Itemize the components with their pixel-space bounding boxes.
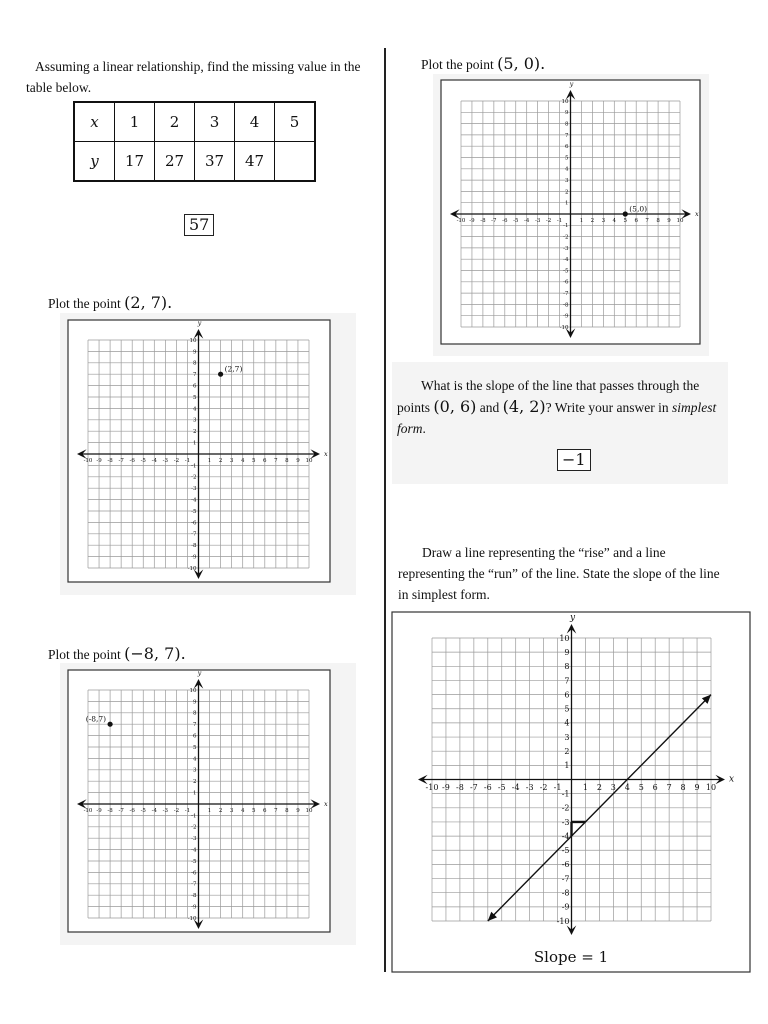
y-tick-label: -2 xyxy=(191,824,197,831)
x-tick-label: 1 xyxy=(579,218,584,224)
question-text: What is the slope of the line that passes through the points xyxy=(397,378,700,415)
x-tick-label: -3 xyxy=(162,458,169,464)
y-tick-label: -5 xyxy=(561,846,570,856)
y-tick-label: -3 xyxy=(561,817,570,827)
x-tick-label: -10 xyxy=(425,783,439,792)
x-tick-label: 7 xyxy=(645,218,649,224)
y-tick-label: -7 xyxy=(561,874,570,884)
x-tick-label: 10 xyxy=(305,808,313,814)
point-label: (5,0) xyxy=(629,204,648,214)
y-tick-label: 3 xyxy=(564,732,570,742)
x-tick-label: 3 xyxy=(601,218,606,224)
x-tick-label: -1 xyxy=(553,783,562,792)
x-tick-label: -1 xyxy=(184,808,191,814)
y-tick-label: 5 xyxy=(193,744,197,751)
y-tick-label: 7 xyxy=(564,676,570,686)
problem-3-text xyxy=(48,643,186,665)
x-tick-label: 6 xyxy=(652,783,658,792)
plot-prompt: Plot the point xyxy=(48,296,121,311)
x-tick-label: 1 xyxy=(582,783,588,792)
y-tick-label: 2 xyxy=(193,429,197,436)
x-tick-label: 10 xyxy=(705,783,717,792)
x-tick-label: 9 xyxy=(694,783,700,792)
table-row-y xyxy=(74,142,315,182)
x-tick-label: -10 xyxy=(83,458,93,464)
point-a: (0, 6) xyxy=(433,397,477,416)
y-tick-label: 10 xyxy=(561,98,569,105)
problem-4-text xyxy=(421,53,545,75)
x-tick-label: -2 xyxy=(173,458,180,464)
y-tick-label: 8 xyxy=(564,662,570,672)
y-tick-label: -4 xyxy=(191,497,197,504)
x-tick-label: -3 xyxy=(162,808,169,814)
answer-box-5[interactable]: −1 xyxy=(557,449,591,471)
x-tick-label: 8 xyxy=(285,458,289,464)
x-tick-label: -7 xyxy=(491,218,497,224)
x-tick-label: 3 xyxy=(610,783,616,792)
x-tick-label: -7 xyxy=(469,783,478,792)
x-tick-label: -6 xyxy=(483,783,492,792)
x-tick-label: -9 xyxy=(442,783,450,792)
y-tick-label: -8 xyxy=(191,893,197,900)
graph-slope-line[interactable] xyxy=(392,612,750,972)
x-tick-label: 5 xyxy=(252,458,256,464)
x-axis-label: x xyxy=(324,450,328,458)
y-tick-label: -9 xyxy=(561,902,570,912)
point-coords: (−8, 7). xyxy=(124,644,186,663)
x-tick-label: -5 xyxy=(140,808,146,814)
x-tick-label: -1 xyxy=(184,458,191,464)
y-tick-label: -5 xyxy=(563,268,569,275)
x-tick-label: -4 xyxy=(151,808,157,814)
y-tick-label: -6 xyxy=(563,279,569,286)
x-tick-label: 9 xyxy=(667,218,671,224)
y-tick-label: 6 xyxy=(565,144,569,151)
plotted-point xyxy=(108,722,113,727)
y-tick-label: 1 xyxy=(193,440,197,447)
y-tick-label: -4 xyxy=(561,831,570,841)
x-tick-label: -5 xyxy=(497,783,506,792)
column-divider xyxy=(384,48,386,972)
y-tick-label: -3 xyxy=(563,245,569,252)
y-tick-label: 9 xyxy=(193,699,197,706)
table-cell: 17 xyxy=(115,142,155,182)
y-tick-label: -6 xyxy=(191,520,197,527)
emphasis-text: simplest form xyxy=(397,400,717,436)
x-tick-label: -8 xyxy=(480,218,486,224)
x-tick-label: -9 xyxy=(96,808,102,814)
y-tick-label: 7 xyxy=(193,722,197,729)
y-tick-label: -7 xyxy=(563,291,569,298)
y-tick-label: 3 xyxy=(193,417,197,424)
x-tick-label: -4 xyxy=(524,218,530,224)
y-tick-label: 7 xyxy=(565,132,569,139)
y-tick-label: 1 xyxy=(193,790,197,797)
x-tick-label: 2 xyxy=(218,808,223,814)
y-tick-label: 4 xyxy=(193,406,197,413)
y-tick-label: -8 xyxy=(563,302,569,309)
x-tick-label: -5 xyxy=(513,218,519,224)
y-tick-label: -7 xyxy=(191,531,197,538)
y-tick-label: -5 xyxy=(191,508,197,515)
y-axis-label: y xyxy=(197,319,202,327)
x-tick-label: 2 xyxy=(218,458,223,464)
point-label: (-8,7) xyxy=(85,714,107,724)
plot-prompt: Plot the point xyxy=(48,647,121,662)
y-tick-label: 6 xyxy=(193,383,197,390)
y-tick-label: 7 xyxy=(193,372,197,379)
y-tick-label: 6 xyxy=(564,690,570,700)
x-tick-label: -1 xyxy=(556,218,563,224)
y-tick-label: 9 xyxy=(564,647,570,657)
y-tick-label: 1 xyxy=(564,761,570,771)
x-tick-label: -6 xyxy=(129,458,135,464)
y-tick-label: 9 xyxy=(565,110,569,117)
table-cell: 3 xyxy=(195,102,235,142)
table-cell: 47 xyxy=(235,142,275,182)
x-tick-label: 7 xyxy=(274,808,278,814)
x-tick-label: 6 xyxy=(263,808,267,814)
x-axis-label: x xyxy=(324,800,328,808)
x-tick-label: 8 xyxy=(656,218,660,224)
x-tick-label: 1 xyxy=(207,458,212,464)
x-tick-label: 6 xyxy=(263,458,267,464)
y-tick-label: -4 xyxy=(563,257,569,264)
y-axis-label: y xyxy=(569,613,576,623)
y-tick-label: 4 xyxy=(565,166,569,173)
y-tick-label: 3 xyxy=(565,178,569,185)
y-tick-label: -7 xyxy=(191,881,197,888)
x-tick-label: 7 xyxy=(274,458,278,464)
x-tick-label: -2 xyxy=(173,808,180,814)
x-tick-label: 7 xyxy=(666,783,672,792)
answer-box-1[interactable]: 57 xyxy=(184,214,214,236)
x-tick-label: -3 xyxy=(525,783,534,792)
y-tick-label: 10 xyxy=(559,633,570,643)
x-tick-label: 5 xyxy=(623,218,627,224)
y-tick-label: -10 xyxy=(187,915,197,922)
x-tick-label: 4 xyxy=(624,783,630,792)
y-tick-label: -2 xyxy=(561,803,570,813)
y-tick-label: 10 xyxy=(189,337,197,344)
y-tick-label: 5 xyxy=(564,704,570,714)
x-tick-label: -5 xyxy=(140,458,146,464)
x-tick-label: 8 xyxy=(285,808,289,814)
x-axis-label: x xyxy=(729,774,735,785)
y-tick-label: -8 xyxy=(191,543,197,550)
y-tick-label: 8 xyxy=(565,121,569,128)
y-tick-label: 5 xyxy=(193,394,197,401)
y-tick-label: -10 xyxy=(559,324,569,331)
y-label-cell: y xyxy=(74,142,115,182)
y-tick-label: -9 xyxy=(563,313,569,320)
x-tick-label: 2 xyxy=(590,218,595,224)
x-tick-label: 9 xyxy=(296,808,300,814)
question-text: and xyxy=(479,400,500,415)
point-coords: (5, 0). xyxy=(497,54,546,73)
plot-prompt: Plot the point xyxy=(421,57,494,72)
x-tick-label: -2 xyxy=(539,783,548,792)
table-cell: 37 xyxy=(195,142,235,182)
y-tick-label: 8 xyxy=(193,710,197,717)
y-tick-label: 9 xyxy=(193,349,197,356)
question-text: ? Write your answer in xyxy=(545,400,669,415)
x-tick-label: 4 xyxy=(612,218,617,224)
plotted-point xyxy=(623,211,628,216)
table-cell: 27 xyxy=(155,142,195,182)
y-tick-label: -9 xyxy=(191,904,197,911)
question-text: . xyxy=(422,421,426,436)
x-tick-label: 3 xyxy=(229,808,234,814)
x-tick-label: 8 xyxy=(680,783,686,792)
x-tick-label: -6 xyxy=(129,808,135,814)
x-tick-label: -7 xyxy=(118,808,124,814)
point-b: (4, 2) xyxy=(502,397,546,416)
y-tick-label: 8 xyxy=(193,360,197,367)
y-tick-label: 6 xyxy=(193,733,197,740)
problem-1-text: Assuming a linear relationship, find the missing value in the table below. xyxy=(26,59,361,95)
problem-2-text xyxy=(48,292,172,314)
graph-plot-2-7[interactable] xyxy=(68,320,330,582)
y-tick-label: 2 xyxy=(564,747,570,756)
table-cell: 4 xyxy=(235,102,275,142)
y-tick-label: 2 xyxy=(193,779,197,786)
y-tick-label: -3 xyxy=(191,486,197,493)
y-tick-label: -5 xyxy=(191,858,197,865)
x-tick-label: -4 xyxy=(511,783,520,792)
x-tick-label: 4 xyxy=(240,458,245,464)
x-tick-label: -6 xyxy=(502,218,508,224)
table-cell: 1 xyxy=(115,102,155,142)
y-tick-label: 1 xyxy=(565,200,569,207)
y-tick-label: -10 xyxy=(187,565,197,572)
y-tick-label: -4 xyxy=(191,847,197,854)
x-tick-label: 9 xyxy=(296,458,300,464)
x-tick-label: 5 xyxy=(252,808,256,814)
slope-answer: Slope = 1 xyxy=(533,948,609,966)
x-tick-label: -8 xyxy=(456,783,464,792)
y-tick-label: -2 xyxy=(191,474,197,481)
y-tick-label: -1 xyxy=(191,463,197,470)
problem-5-text xyxy=(397,375,727,439)
x-tick-label: -9 xyxy=(96,458,102,464)
plotted-point xyxy=(218,372,223,377)
y-tick-label: 2 xyxy=(565,189,569,196)
y-tick-label: -1 xyxy=(561,789,570,799)
y-axis-label: y xyxy=(197,669,202,677)
x-tick-label: 6 xyxy=(634,218,638,224)
y-tick-label: 5 xyxy=(565,155,569,162)
missing-value-cell[interactable] xyxy=(275,142,316,182)
x-tick-label: 10 xyxy=(305,458,313,464)
x-tick-label: -10 xyxy=(83,808,93,814)
x-label-cell: x xyxy=(74,102,115,142)
table-cell: 2 xyxy=(155,102,195,142)
x-tick-label: -8 xyxy=(107,458,113,464)
problem-6-text: Draw a line representing the “rise” and a line representing the “run” of the line. State the slope of the line in simplest form. xyxy=(398,545,720,602)
x-axis-label: x xyxy=(695,210,699,218)
x-tick-label: -8 xyxy=(107,808,113,814)
x-tick-label: 5 xyxy=(638,783,644,792)
x-tick-label: -7 xyxy=(118,458,124,464)
x-tick-label: 3 xyxy=(229,458,234,464)
value-table xyxy=(73,101,316,182)
y-tick-label: 4 xyxy=(193,756,197,763)
table-cell: 5 xyxy=(275,102,316,142)
x-tick-label: -9 xyxy=(469,218,475,224)
y-tick-label: -6 xyxy=(561,860,570,870)
x-tick-label: 1 xyxy=(207,808,212,814)
y-tick-label: -1 xyxy=(563,223,569,230)
x-tick-label: -2 xyxy=(545,218,552,224)
point-label: (2,7) xyxy=(224,364,243,374)
y-tick-label: 4 xyxy=(564,718,570,728)
y-tick-label: 3 xyxy=(193,767,197,774)
y-tick-label: -6 xyxy=(191,870,197,877)
point-coords: (2, 7). xyxy=(124,293,173,312)
x-tick-label: -10 xyxy=(456,218,466,224)
x-tick-label: 4 xyxy=(240,808,245,814)
y-tick-label: -10 xyxy=(556,916,570,926)
graph-plot-5-0[interactable] xyxy=(441,80,700,344)
x-tick-label: 2 xyxy=(596,783,602,792)
graph-plot-neg8-7[interactable] xyxy=(68,670,330,932)
y-tick-label: 10 xyxy=(189,687,197,694)
table-row-x xyxy=(74,102,315,142)
y-tick-label: -3 xyxy=(191,836,197,843)
y-tick-label: -8 xyxy=(561,888,570,898)
x-tick-label: -3 xyxy=(534,218,541,224)
y-axis-label: y xyxy=(569,80,574,88)
y-tick-label: -2 xyxy=(563,234,569,241)
x-tick-label: 10 xyxy=(676,218,684,224)
y-tick-label: -9 xyxy=(191,554,197,561)
y-tick-label: -1 xyxy=(191,813,197,820)
x-tick-label: -4 xyxy=(151,458,157,464)
